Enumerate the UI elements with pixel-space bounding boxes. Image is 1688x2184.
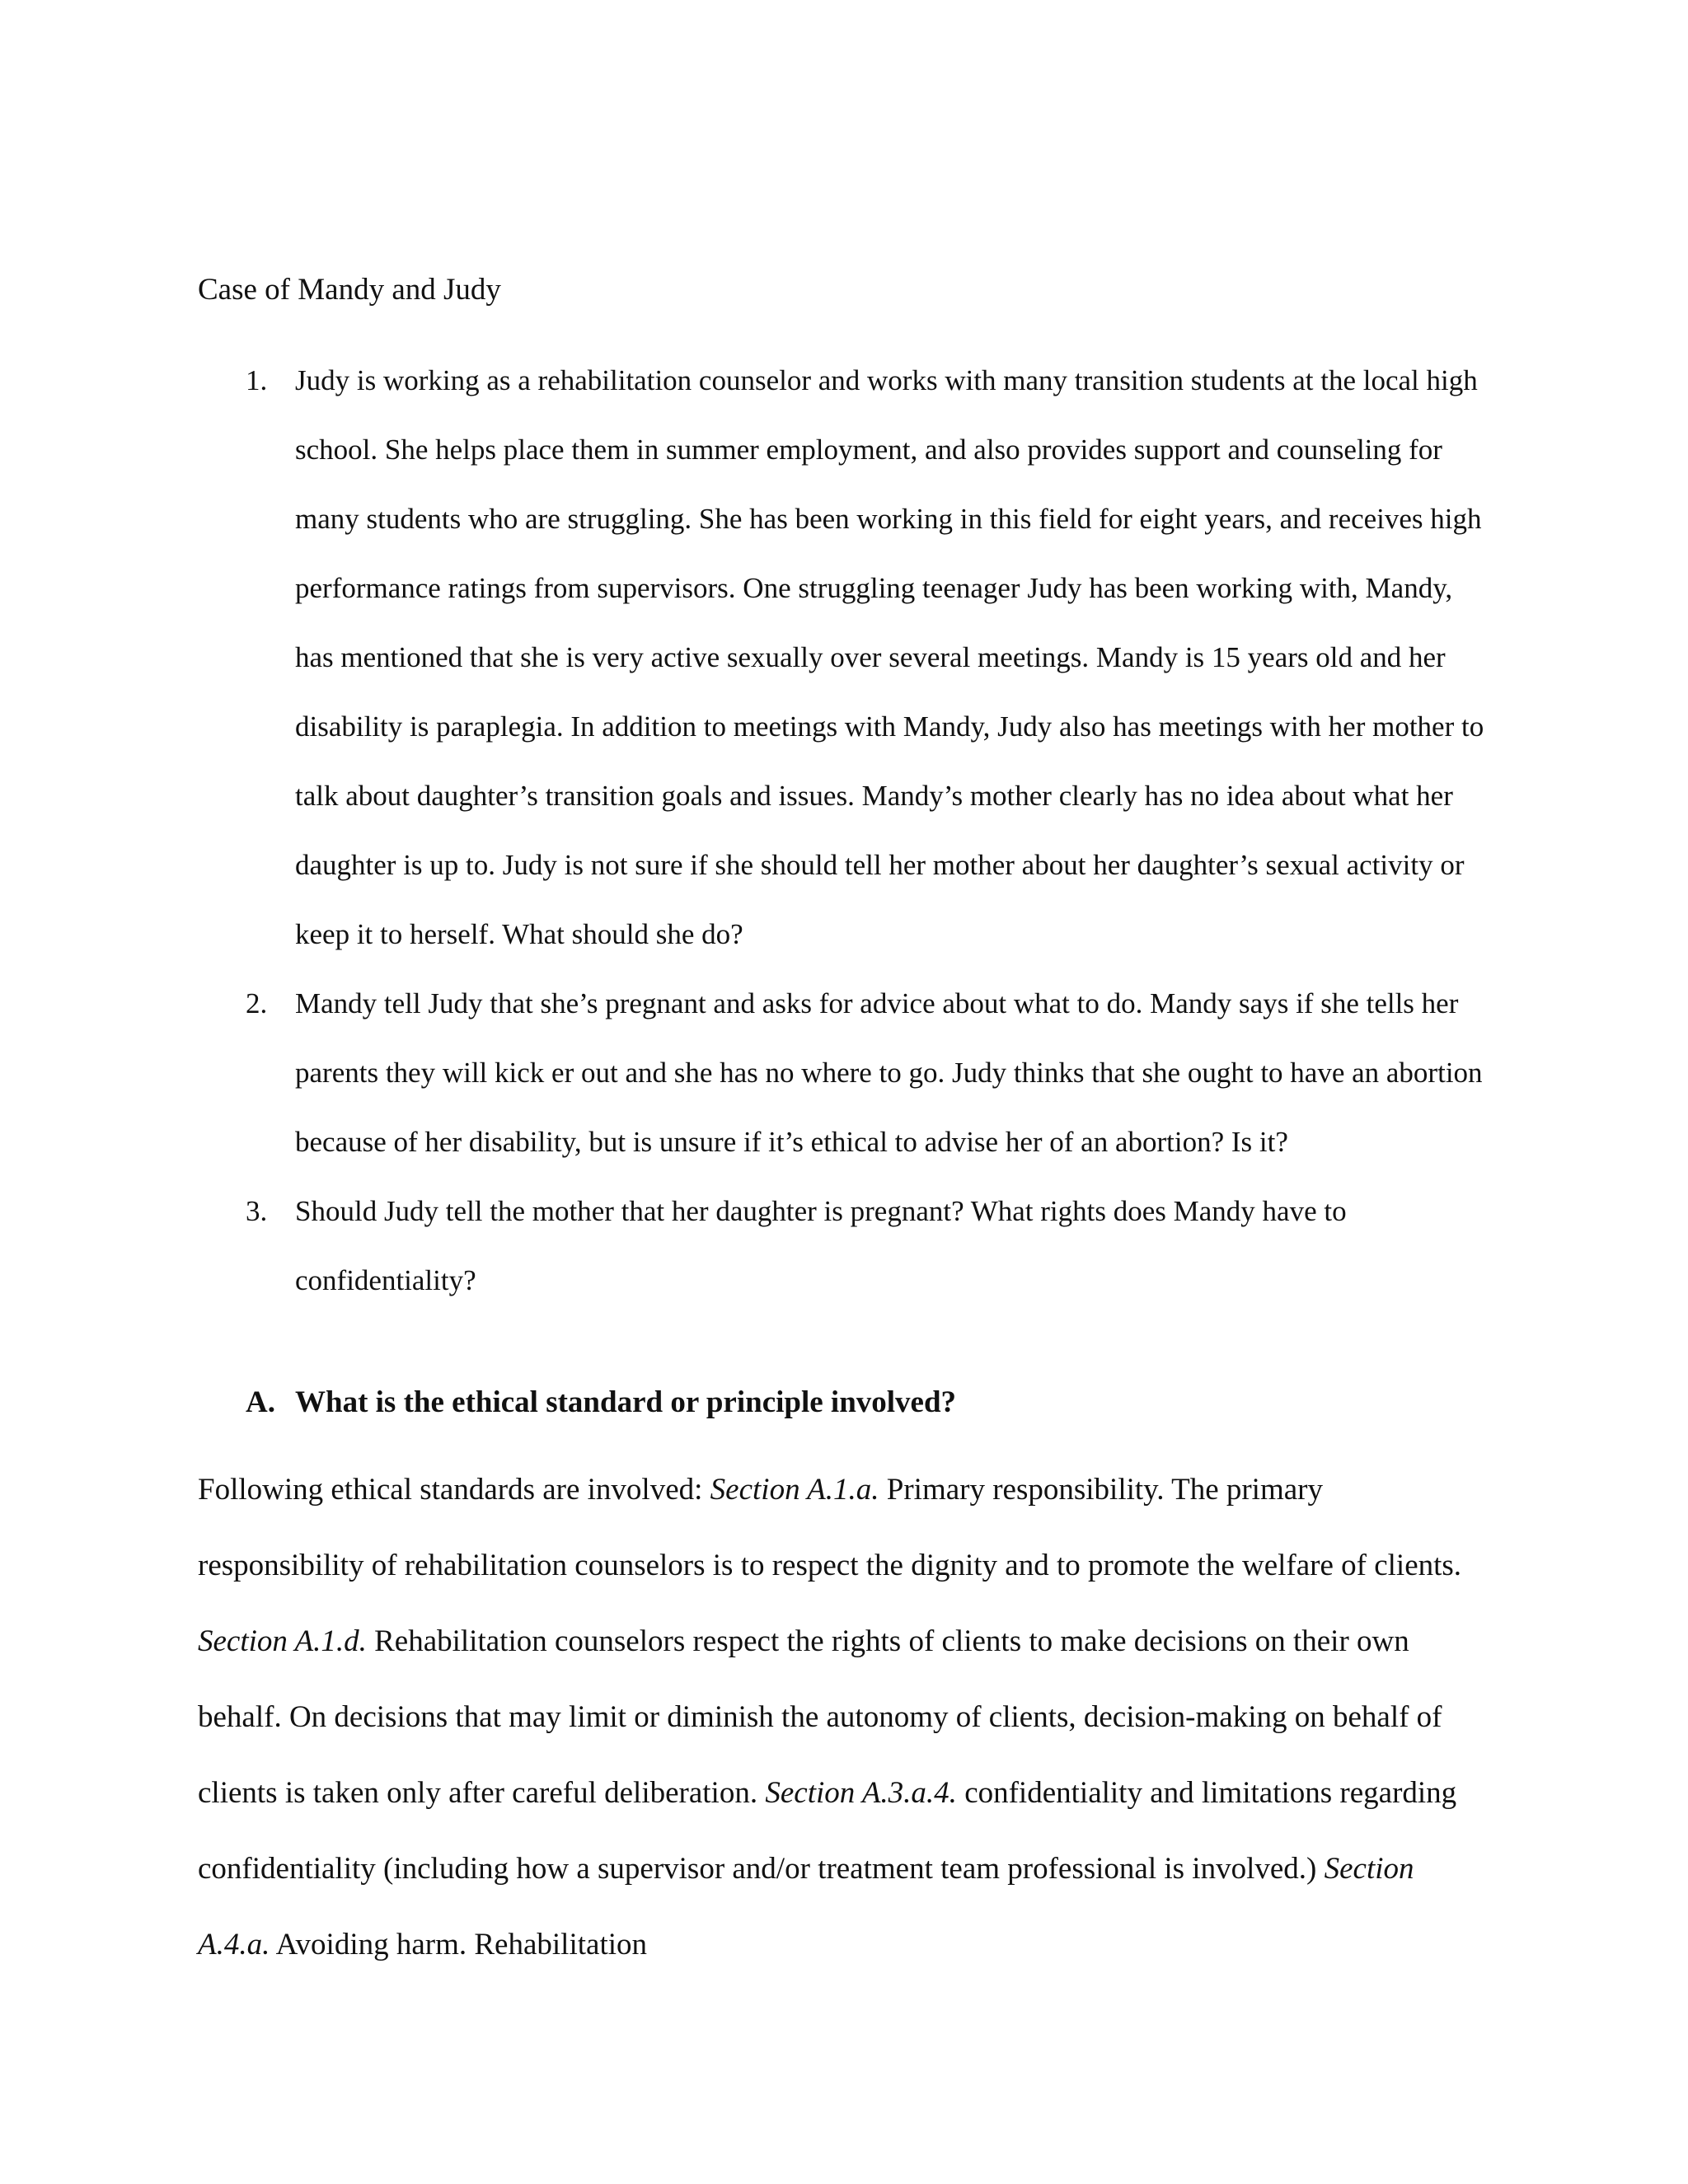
section-heading-letter: A. [246,1385,275,1419]
list-item [198,346,1492,969]
ethical-standards-paragraph [198,1452,1471,1983]
body-text: confidentiality and limitations regarding confidentiality (including how a supervisor and/or treatment team professional is involved.) [198,1776,1457,1886]
list-item-text: Judy is working as a rehabilitation counselor and works with many transition students at the local high school. She helps place them in summer employment, and also provides support and counseling for many students who are struggling. She has been working in this field for eight years, and receives high performance ratings from supervisors. One struggling teenager Judy has been working with, Mandy, has mentioned that she is very active sexually over several meetings. Mandy is 15 years old and her disability is paraplegia. In addition to meetings with Mandy, Judy also has meetings with her mother to talk about daughter’s transition goals and issues. Mandy’s mother clearly has no idea about what her daughter is up to. Judy is not sure if she should tell her mother about her daughter’s sexual activity or keep it to herself. What should she do? [295,364,1484,950]
list-item-text: Mandy tell Judy that she’s pregnant and asks for advice about what to do. Mandy says if she tells her parents they will kick er out and she has no where to go. Judy thinks that she ought to have an abortion because of her disability, but is unsure if it’s ethical to advise her of an abortion? Is it? [295,987,1483,1158]
body-text: Primary responsibility. The primary responsibility of rehabilitation counselors is to respect the dignity and to promote the welfare of clients. [198,1473,1462,1582]
list-item [198,969,1492,1177]
case-question-list [198,346,1492,1315]
list-item-number: 2. [246,987,268,1019]
list-item-number: 3. [246,1195,268,1227]
body-text: Avoiding harm. Rehabilitation [270,1928,647,1961]
section-heading-text: What is the ethical standard or principle involved? [295,1385,957,1419]
body-text: Following ethical standards are involved: [198,1473,710,1507]
section-reference: Section A.4.a. [198,1852,1414,1961]
list-item [198,1177,1492,1315]
list-item-number: 1. [246,364,268,396]
document-title: Case of Mandy and Judy [198,273,501,307]
section-reference: Section A.1.a. [710,1473,879,1507]
list-item-text: Should Judy tell the mother that her daughter is pregnant? What rights does Mandy have to confidentiality? [295,1195,1347,1296]
section-reference: Section A.3.a.4. [765,1776,957,1810]
body-text: Rehabilitation counselors respect the rights of clients to make decisions on their own behalf. On decisions that may limit or diminish the autonomy of clients, decision-making on behalf of clients is taken only after careful deliberation. [198,1624,1442,1810]
section-reference: Section A.1.d. [198,1624,367,1658]
section-heading [246,1385,956,1421]
